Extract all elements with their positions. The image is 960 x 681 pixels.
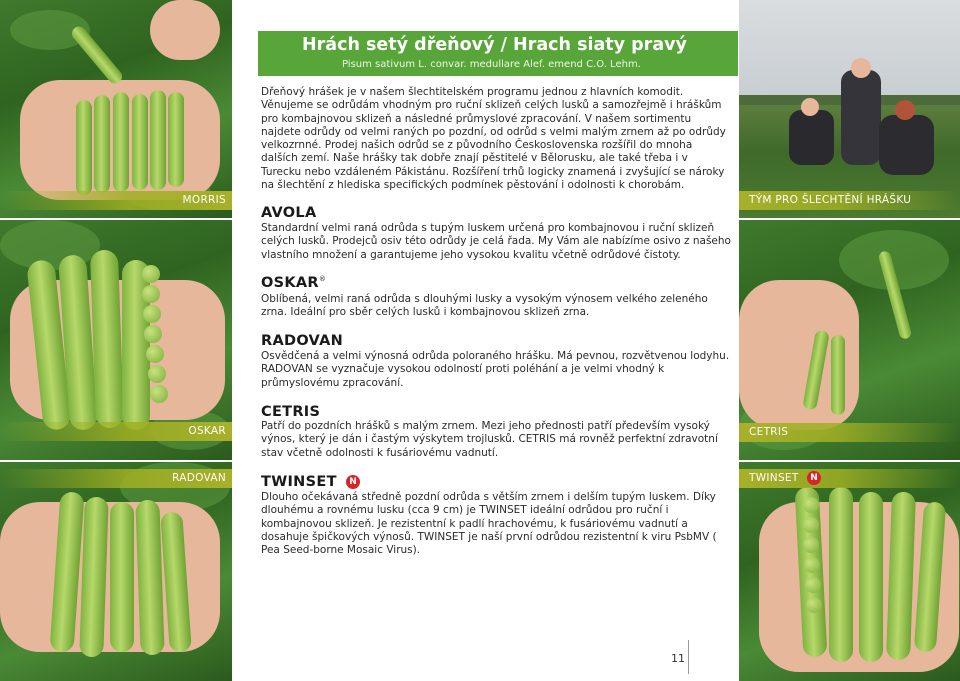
page-subtitle: Pisum sativum L. convar. medullare Alef. emend C.O. Lehm. [342,59,641,70]
page-title: Hrách setý dřeňový / Hrach siaty pravý [302,35,687,55]
photo-label-twinset [739,469,960,488]
variety-text-twinset: Dlouho očekávaná středně pozdní odrůda s větším zrnem i delším tupým luskem. Díky dlouhému a rovnému lusku (cca 9 cm) je TWINSET ideální odrůdou pro ruční i kombajnovou sklizeň. Je rezistentní k padlí hrachovému, k fusáriovému vadnutí a dosahuje špičkových výnosů. TWINSET je naší první odrůdou rezistentní k viru PsbMV ( Pea Seed-borne Mosaic Virus). [261,491,717,557]
variety-heading-radovan: RADOVAN [261,333,344,349]
variety-name-oskar: OSKAR [261,275,319,291]
photo-label-radovan: RADOVAN [0,469,232,488]
intro-paragraph [261,86,731,192]
variety-name-twinset: TWINSET [261,474,337,490]
variety-text-avola: Standardní velmi raná odrůda s tupým luskem určená pro kombajnovou i ruční sklizeň celých lusků. Prodejců osiv této odrůdy je celá řada. My Vám ale nabízíme osivo z našeho vlastního množení a garantujeme jeho vysokou kvalitu včetně odrůdové čistoty. [261,222,731,261]
variety-heading-cetris: CETRIS [261,404,321,420]
new-badge: N [807,471,821,485]
intro-text: Dřeňový hrášek je v našem šlechtitelském programu jednou z hlavních komodit. Věnujeme se odrůdám vhodným pro ruční sklizeň celých lusků a samozřejmě i hráškům pro kombajnovou sklizeň a následné průmyslové zpracování. V našem sortimentu najdete odrůdy od velmi raných po pozdní, od odrůd s velmi malým zrnem až po odrůdy velkozrnné. Prodej našich odrůd se z původního Československa rozšířil do mnoha dalších zemí. Naše hrášky tak dobře znají pěstitelé v Bělorusku, ale také třeba i v Turecku nebo vzdáleném Pákistánu. Rozšíření trhů logicky znamená i zvyšující se nároky na šlechtění z hlediska specifických podmínek pěstování i odolnosti k chorobám. [261,86,726,192]
photo-label-oskar: OSKAR [0,422,232,441]
photo-label-morris: MORRIS [0,191,232,210]
variety-text-radovan: Osvědčená a velmi výnosná odrůda poloraného hrášku. Má pevnou, rozvětvenou lodyhu. RADOVAN se vyznačuje vysokou odolností proti poléhání a je velmi vhodný k průmyslovému zpracování. [261,350,730,389]
title-banner [258,31,738,76]
photo-label-cetris: CETRIS [739,423,960,442]
variety-text-oskar: Oblíbená, velmi raná odrůda s dlouhými lusky a vysokým výnosem velkého zeleného zrna. Ideální pro sběr celých lusků i kombajnovou sklizeň zrna. [261,293,708,319]
photo-label-team: TÝM PRO ŠLECHTĚNÍ HRÁŠKU [739,191,960,210]
variety-heading-twinset [261,474,360,490]
photo-breeding-team [739,0,960,218]
variety-text-cetris: Patří do pozdních hrášků s malým zrnem. Mezi jeho přednosti patří především vysoký výnos, který je dán i častým výskytem trojlusků. CETRIS má rovněž perfektní zdravotní stav včetně odolnosti k fusáriovému vadnutí. [261,420,718,459]
registered-mark: ® [318,275,327,283]
photo-radovan [0,462,232,681]
photo-label-twinset-text: TWINSET [749,472,799,484]
photo-twinset [739,462,960,681]
new-badge: N [346,475,360,489]
page-number-divider [688,640,689,674]
page-number: 11 [671,652,685,665]
variety-heading-oskar [261,275,326,291]
photo-morris [0,0,232,218]
variety-heading-avola: AVOLA [261,205,317,221]
